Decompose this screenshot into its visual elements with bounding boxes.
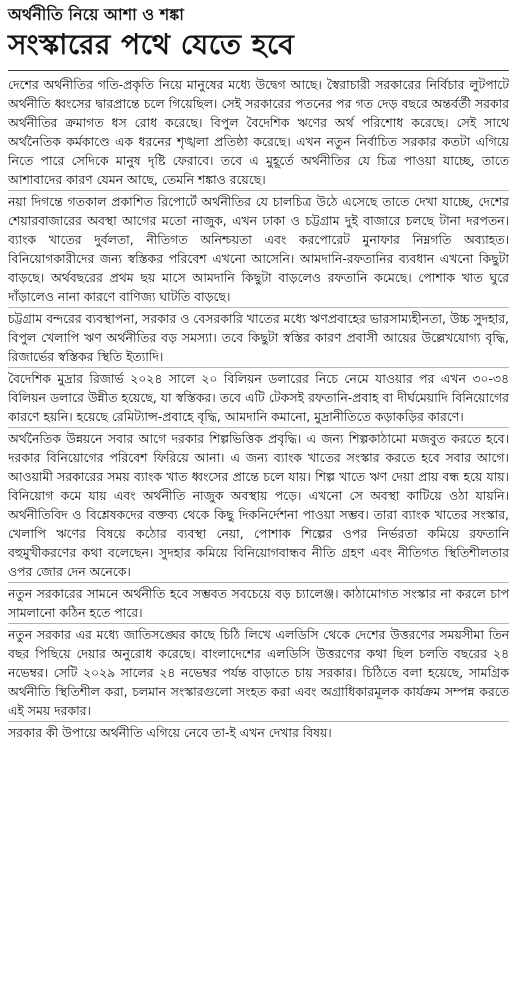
article-paragraph: সরকার কী উপায়ে অর্থনীতি এগিয়ে নেবে তা-ই এখন দেখার বিষয়। xyxy=(8,725,332,740)
article-headline: সংস্কারের পথে যেতে হবে xyxy=(8,28,295,61)
article-body xyxy=(8,75,509,742)
paragraph-divider xyxy=(8,427,509,428)
article-kicker: অর্থনীতি নিয়ে আশা ও শঙ্কা xyxy=(8,5,184,24)
article-paragraph: দেশের অর্থনীতির গতি-প্রকৃতি নিয়ে মানুষের মধ্যে উদ্বেগ আছে। স্বৈরাচারী সরকারের নির্বিচার লুটপাটে অর্থনীতি ধ্বংসের দ্বারপ্রান্তে চলে গিয়েছিল। সেই সরকারের পতনের পর গত দেড় বছরে অন্তর্বর্তী সরকার অর্থনীতির ক্রমাগত ধস রোধ করেছে। বিপুল বৈদেশিক ঋণের অর্থ পরিশোধ করেছে। সেই সাথে অর্থনৈতিক কর্মকাণ্ডে এক ধরনের শৃঙ্খলা প্রতিষ্ঠা করেছে। এখন নতুন নির্বাচিত সরকার কতটা এগিয়ে নিতে পারে সেদিকে মানুষ দৃষ্টি ফেরাবে। তবে এ মুহূর্তে অর্থনীতির যে চিত্র পাওয়া যাচ্ছে, তাতে আশাবাদের কারণ যেমন আছে, তেমনি শঙ্কাও রয়েছে। xyxy=(8,77,509,187)
article-paragraph: চট্টগ্রাম বন্দরের ব্যবস্থাপনা, সরকার ও বেসরকারি খাতের মধ্যে ঋণপ্রবাহের ভারসাম্যহীনতা, উচ্চ সুদহার, বিপুল খেলাপি ঋণ অর্থনীতির বড় সমস্যা। তবে কিছুটা স্বস্তির কারণ প্রবাসী আয়ের উল্লেখযোগ্য বৃদ্ধি, রিজার্ভের স্বস্তিকর স্থিতি ইত্যাদি। xyxy=(8,311,509,364)
paragraph-divider xyxy=(8,367,509,368)
article-paragraph: নয়া দিগন্তে গতকাল প্রকাশিত রিপোর্টে অর্থনীতির যে চালচিত্র উঠে এসেছে তাতে দেখা যাচ্ছে, দেশের শেয়ারবাজারের অবস্থা আগের মতো নাজুক, এখন ঢাকা ও চট্টগ্রাম দুই বাজারে চলছে টানা দরপতন। ব্যাংক খাতের দুর্বলতা, নীতিগত অনিশ্চয়তা এবং করপোরেট মুনাফার নিম্নগতি অব্যাহত। বিনিয়োগকারীদের জন্য স্বস্তিকর পরিবেশ এখনো আসেনি। আমদানি-রফতানির ব্যবধান এখনো কিছুটা বাড়ছে। অর্থবছরের প্রথম ছয় মাসে আমদানি কিছুটা বাড়লেও রফতানি কমেছে। পোশাক খাত ঘুরে দাঁড়ালেও নানা কারণে বাণিজ্য ঘাটতি বাড়ছে। xyxy=(8,194,509,304)
paragraph-divider xyxy=(8,582,509,583)
article-paragraph: নতুন সরকার এর মধ্যে জাতিসঙ্ঘের কাছে চিঠি লিখে এলডিসি থেকে দেশের উত্তরণের সময়সীমা তিন বছর পিছিয়ে দেয়ার অনুরোধ করেছে। বাংলাদেশের এলডিসি উত্তরণের কথা ছিল চলতি বছরের ২৪ নভেম্বর। সেটি ২০২৯ সালের ২৪ নভেম্বর পর্যন্ত বাড়াতে চায় সরকার। চিঠিতে বলা হয়েছে, সামগ্রিক অর্থনীতি স্থিতিশীল করা, চলমান সংস্কারগুলো সংহত করা এবং অগ্রাধিকারমূলক কার্যক্রম সম্পন্ন করতে এই সময় দরকার। xyxy=(8,627,509,718)
paragraph-divider xyxy=(8,623,509,624)
paragraph-divider xyxy=(8,190,509,191)
paragraph-divider xyxy=(8,721,509,722)
paragraph-divider xyxy=(8,307,509,308)
headline-divider xyxy=(8,70,509,71)
article-paragraph: বৈদেশিক মুদ্রার রিজার্ভ ২০২৪ সালে ২০ বিলিয়ন ডলারের নিচে নেমে যাওয়ার পর এখন ৩০-৩৪ বিলিয়ন ডলারে উন্নীত হয়েছে, যা স্বস্তিকর। তবে এটি টেকসই রফতানি-প্রবাহ বা দীর্ঘমেয়াদি বিনিয়োগের কারণে হয়নি। হয়েছে রেমিট্যান্স-প্রবাহে বৃদ্ধি, আমদানি কমানো, মুদ্রানীতিতে কড়াকড়ির কারণে। xyxy=(8,371,509,424)
article-paragraph: নতুন সরকারের সামনে অর্থনীতি হবে সম্ভবত সবচেয়ে বড় চ্যালেঞ্জ। কাঠামোগত সংস্কার না করলে চাপ সামলানো কঠিন হতে পারে। xyxy=(8,586,509,620)
article-paragraph: অর্থনৈতিক উন্নয়নে সবার আগে দরকার শিল্পভিত্তিক প্রবৃদ্ধি। এ জন্য শিল্পকাঠামো মজবুত করতে হবে। দরকার বিনিয়োগের পরিবেশ ফিরিয়ে আনা। এ জন্য ব্যাংক খাতের সংস্কার করতে হবে সবার আগে। আওয়ামী সরকারের সময় ব্যাংক খাত ধ্বংসের প্রান্তে চলে যায়। শিল্প খাতে ঋণ দেয়া প্রায় বন্ধ হয়ে যায়। বিনিয়োগ কমে যায় এবং অর্থনীতি নাজুক অবস্থায় পড়ে। এখনো সে অবস্থা কাটিয়ে ওঠা যায়নি। অর্থনীতিবিদ ও বিশ্লেষকদের বক্তব্য থেকে কিছু দিকনির্দেশনা পাওয়া সম্ভব। তারা ব্যাংক খাতের সংস্কার, খেলাপি ঋণের বিষয়ে কঠোর ব্যবস্থা নেয়া, পোশাক শিল্পের ওপর নির্ভরতা কমিয়ে রফতানি বহুমুখীকরণের কথা বলেছেন। সুদহার কমিয়ে বিনিয়োগবান্ধব নীতি গ্রহণ এবং নীতিগত স্থিতিশীলতার ওপর জোর দেন অনেকে। xyxy=(8,431,509,579)
